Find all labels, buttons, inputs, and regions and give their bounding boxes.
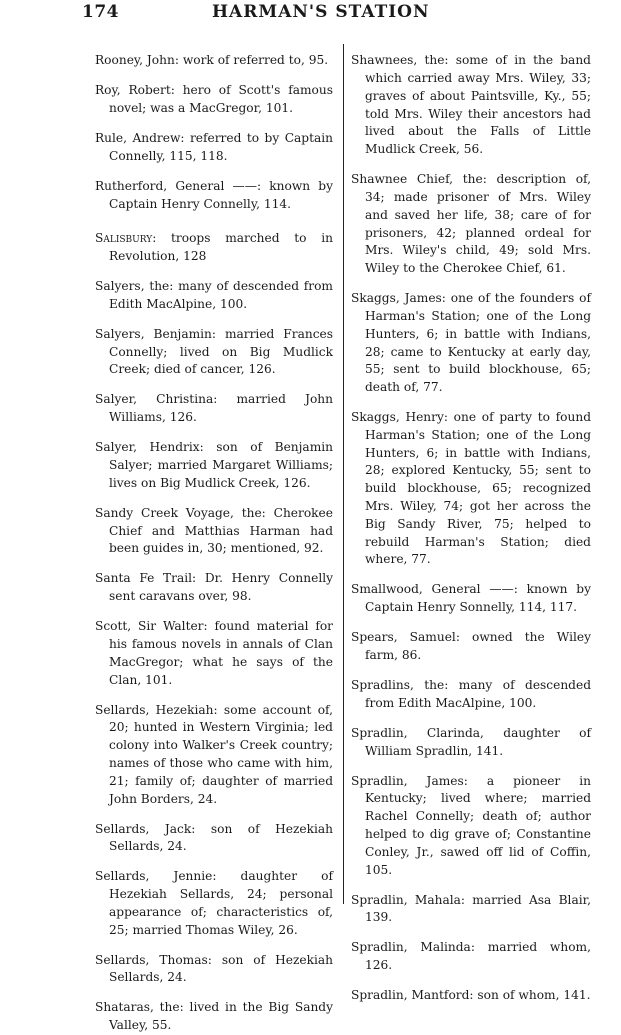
index-entry: [351, 171, 591, 278]
index-text: : married John Williams, 126.: [109, 392, 333, 425]
index-entry: [351, 581, 591, 617]
index-text: : referred to by Captain Connelly, 115, 118.: [109, 130, 333, 163]
index-entry: [95, 999, 333, 1035]
index-text: : known by Captain Henry Sonnelly, 114, 117.: [365, 582, 591, 615]
index-text: : many of descended from Edith MacAlpine, 100.: [365, 678, 592, 710]
index-entry: [95, 505, 333, 558]
index-entry: [95, 439, 333, 492]
index-entry: [95, 618, 333, 689]
column-divider: [343, 44, 344, 904]
index-headword: Salyers, Benjamin: [95, 326, 212, 341]
index-entry: [95, 821, 333, 857]
index-text: : one of party to found Harman's Station; one of the Long Hunters, 6; in battle with Indians, 28; explored Kentucky, 55; sent to build blockhouse, 65; recognized Mrs. Wiley, 74; got her across the Big Sandy River, 75; helped to rebuild Harman's Station; died where, 77.: [365, 410, 591, 567]
index-headword: Rule, Andrew: [95, 130, 181, 145]
index-entry: [351, 773, 591, 880]
index-text: : a pioneer in Kentucky; lived where; married Rachel Connelly; death of; author helped to dig grave of; Constantine Conley, Jr., sawed off lid of Coffin, 105.: [365, 773, 591, 877]
index-text: : lived in the Big Sandy Valley, 55.: [109, 1000, 333, 1033]
index-headword: Shawnees, the: [351, 53, 445, 68]
index-headword: Skaggs, Henry: [351, 410, 444, 425]
index-headword: Spradlin, Mahala: [351, 892, 461, 907]
running-title: HARMAN'S STATION: [212, 2, 430, 22]
index-text: : daughter of Hezekiah Sellards, 24; personal appearance of; characteristics of, 25; married Thomas Wiley, 26.: [109, 869, 333, 937]
index-headword: Spradlin, James: [351, 773, 464, 788]
index-entry: [351, 677, 591, 713]
index-text: : son of whom, 141.: [469, 988, 591, 1003]
index-text: : son of Hezekiah Sellards, 24.: [109, 821, 334, 854]
index-text: : son of Benjamin Salyer; married Margaret Williams; lives on Big Mudlick Creek, 126.: [109, 440, 333, 490]
index-entry: [351, 629, 591, 665]
index-entry: [95, 230, 333, 266]
page-number: 174: [82, 2, 119, 22]
index-text: : work of referred to, 95.: [174, 53, 329, 68]
index-text: : some account of, 20; hunted in Western Virginia; led colony into Walker's Creek country; names of those who came with him, 21; family of; daughter of married John Borders, 24.: [109, 702, 333, 806]
index-column-right: [351, 40, 591, 1005]
index-text: : found material for his famous novels in annals of Clan MacGregor; what he says of the Clan, 101.: [109, 619, 333, 687]
index-headword: Spears, Samuel: [351, 630, 456, 645]
index-entry: [351, 290, 591, 397]
index-text: : son of Hezekiah Sellards, 24.: [109, 952, 333, 985]
index-headword: Spradlin, Mantford: [351, 988, 470, 1003]
index-column-left: [95, 40, 333, 1035]
index-entry: [351, 52, 591, 159]
index-entry: [351, 892, 591, 928]
index-text: , daughter of William Spradlin, 141.: [365, 725, 591, 758]
index-headword: Salyers, the: [95, 279, 170, 294]
index-entry: [351, 987, 591, 1005]
index-text: : hero of Scott's famous novel; was a MacGregor, 101.: [109, 83, 333, 115]
index-entry: [95, 391, 333, 427]
index-text: : married whom, 126.: [365, 940, 591, 973]
index-text: : owned the Wiley farm, 86.: [365, 630, 591, 663]
index-headword: Salyer, Christina: [95, 392, 214, 407]
index-entry: [95, 178, 333, 214]
index-headword: Spradlin, Clarinda: [351, 725, 481, 740]
index-headword: Shataras, the: [95, 1000, 180, 1015]
index-headword: Roy, Robert: [95, 83, 171, 98]
index-text: : married Asa Blair, 139.: [365, 892, 591, 925]
index-headword: Sellards, Jennie: [95, 869, 213, 884]
index-entry: [95, 868, 333, 939]
index-headword: Scott, Sir Walter: [95, 619, 204, 634]
index-headword: Salisbury: [95, 231, 153, 246]
index-text: : many of descended from Edith MacAlpine, 100.: [109, 279, 333, 311]
index-entry: [95, 326, 333, 379]
index-entry: [95, 278, 333, 314]
page-header: [82, 2, 592, 26]
index-headword: Shawnee Chief, the: [351, 172, 483, 187]
index-headword: Sandy Creek Voyage, the: [95, 505, 262, 520]
index-headword: Spradlins, the: [351, 678, 445, 693]
index-entry: [95, 570, 333, 606]
index-entry: [95, 52, 333, 70]
index-entry: [351, 409, 591, 569]
index-text: : married Frances Connelly; lived on Big Mudlick Creek; died of cancer, 126.: [109, 326, 333, 377]
index-headword: Sellards, Jack: [95, 821, 192, 836]
index-entry: [95, 82, 333, 118]
index-entry: [351, 939, 591, 975]
index-headword: Sellards, Hezekiah: [95, 702, 214, 717]
index-headword: Rutherford, General ——: [95, 178, 257, 193]
index-entry: [95, 702, 333, 809]
index-entry: [351, 725, 591, 761]
index-text: : Cherokee Chief and Matthias Harman had been guides in, 30; mentioned, 92.: [109, 505, 333, 556]
index-text: : Dr. Henry Connelly sent caravans over, 98.: [109, 571, 333, 604]
index-headword: Salyer, Hendrix: [95, 440, 200, 455]
index-headword: Santa Fe Trail: [95, 571, 193, 586]
index-entry: [95, 130, 333, 166]
index-headword: Rooney, John: [95, 53, 175, 68]
index-headword: Skaggs, James: [351, 291, 442, 306]
index-headword: Smallwood, General ——: [351, 582, 514, 597]
index-headword: Sellards, Thomas: [95, 952, 208, 967]
index-text: : troops marched to in Revolution, 128: [109, 231, 333, 264]
index-text: : description of, 34; made prisoner of Mrs. Wiley and saved her life, 38; care of for prisoners, 42; planned ordeal for Mrs. Wiley's child, 49; sold Mrs. Wiley to the Cherokee Chief, 61.: [365, 172, 591, 276]
index-headword: Spradlin, Malinda: [351, 940, 471, 955]
index-text: : one of the founders of Harman's Station; one of the Long Hunters, 6; in battle with Indians, 28; came to Kentucky at early day, 55; sent to build blockhouse, 65; death of, 77.: [365, 291, 591, 395]
index-text: : known by Captain Henry Connelly, 114.: [109, 178, 333, 211]
index-entry: [95, 952, 333, 988]
index-text: : some of in the band which carried away Mrs. Wiley, 33; graves of about Paintsville, Ky., 55; told Mrs. Wiley their ancestors had lived about the Falls of Little Mudlick Creek, 56.: [365, 53, 591, 157]
